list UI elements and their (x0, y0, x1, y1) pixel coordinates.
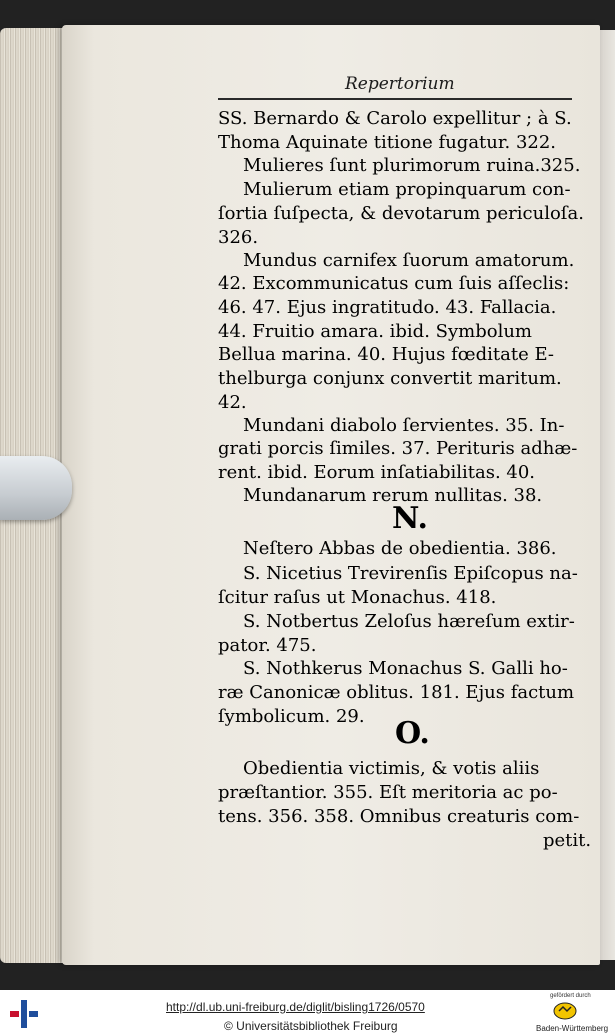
text-line: SS. Bernardo & Carolo expellitur ; à S. (218, 108, 572, 129)
permalink-url[interactable]: http://dl.ub.uni-freiburg.de/diglit/bisling1726/0570 (166, 1000, 425, 1014)
running-head: Repertorium (345, 74, 455, 94)
copyright-text: © Universitätsbibliothek Freiburg (224, 1019, 398, 1033)
text-line: petit. (543, 830, 592, 851)
text-line: Mulieres ſunt plurimorum ruina.325. (243, 155, 581, 176)
text-line: grati porcis ſimiles. 37. Perituris adhæ- (218, 438, 578, 459)
text-line: 44. Fruitio amara. ibid. Symbolum (218, 321, 532, 342)
text-line: Neſtero Abbas de obedientia. 386. (243, 538, 557, 559)
baden-wuerttemberg-logo-icon (553, 1002, 577, 1020)
text-line: S. Nothkerus Monachus S. Galli ho- (243, 658, 568, 679)
text-line: 326. (218, 227, 259, 248)
funder-label: gefördert durch (550, 993, 591, 999)
section-letter: N. (392, 501, 428, 536)
text-line: ſymbolicum. 29. (218, 706, 365, 727)
text-line: S. Nicetius Trevirenſis Epiſcopus na- (243, 563, 578, 584)
text-line: ſcitur raſus ut Monachus. 418. (218, 587, 497, 608)
text-line: Mundus carnifex ſuorum amatorum. (243, 250, 575, 271)
ub-freiburg-logo-icon (8, 998, 40, 1030)
text-line: rent. ibid. Eorum inſatiabilitas. 40. (218, 462, 536, 483)
text-line: Obedientia victimis, & votis aliis (243, 758, 540, 779)
text-line: Mulierum etiam propinquarum con- (243, 179, 571, 200)
text-line: 42. (218, 392, 247, 413)
text-line: Bellua marina. 40. Hujus fœditate E- (218, 344, 555, 365)
text-line: 46. 47. Ejus ingratitudo. 43. Fallacia. (218, 297, 557, 318)
text-line: præſtantior. 355. Eſt meritoria ac po- (218, 782, 558, 803)
text-line: S. Notbertus Zeloſus hæreſum extir- (243, 611, 575, 632)
text-line: Thoma Aquinate titione fugatur. 322. (218, 132, 557, 153)
text-line: thelburga conjunx convertit maritum. (218, 368, 562, 389)
text-line: Mundani diabolo ſervientes. 35. In- (243, 415, 565, 436)
text-line: ræ Canonicæ oblitus. 181. Ejus factum (218, 682, 575, 703)
section-letter: O. (395, 716, 430, 751)
text-line: pator. 475. (218, 635, 317, 656)
text-line: Mundanarum rerum nullitas. 38. (243, 485, 543, 506)
text-line: ſortia ſuſpecta, & devotarum periculoſa. (218, 203, 584, 224)
text-line: tens. 356. 358. Omnibus creaturis com- (218, 806, 580, 827)
text-line: 42. Excommunicatus cum ſuis aſſeclis: (218, 273, 570, 294)
head-rule (218, 98, 572, 100)
bookmark-clip (0, 456, 72, 520)
funder-name: Baden-Württemberg (536, 1024, 609, 1033)
